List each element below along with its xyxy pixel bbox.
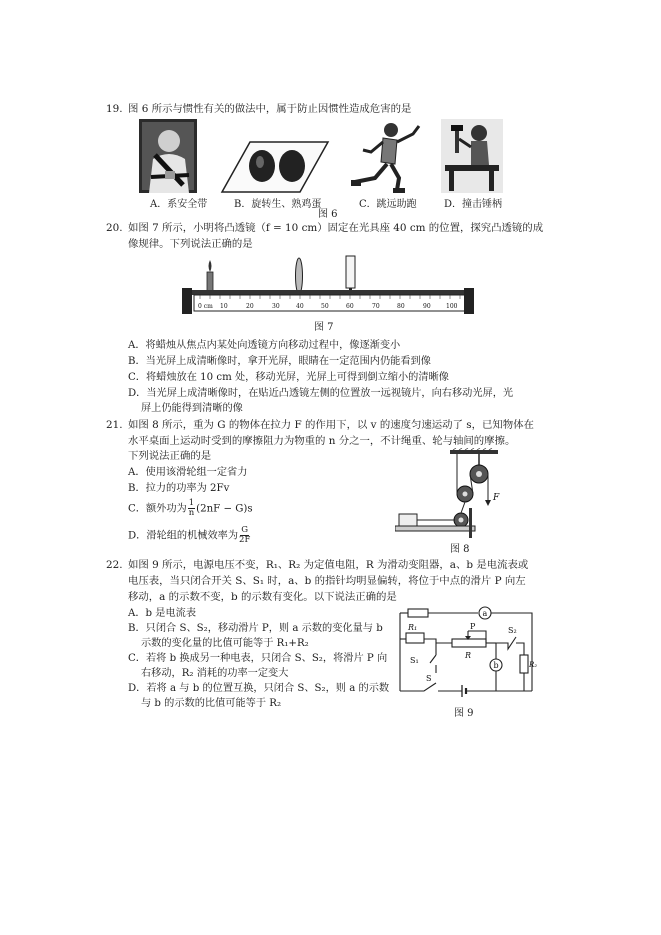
q22-option-d-line1: D．若将 a 与 b 的位置互换，只闭合 S、S₂，则 a 的示数 [128, 683, 390, 694]
fraction-denominator: n [188, 508, 195, 518]
q19-stem: 图 6 所示与惯性有关的做法中，属于防止因惯性造成危害的是 [128, 103, 412, 115]
circuit-diagram-figure [396, 603, 538, 705]
ruler-tick-0: 0 cm [198, 303, 213, 310]
q21-number: 21. [106, 419, 123, 431]
r2-label: R₂ [529, 661, 538, 669]
ruler-tick-20: 20 [246, 303, 254, 310]
q21-option-d [128, 526, 251, 547]
q22-stem-line2: 电压表，当只闭合开关 S、S₁ 时，a、b 的指针均明显偏转，将位于中点的滑片 P 向左 [128, 575, 526, 587]
ruler-tick-40: 40 [296, 303, 304, 310]
rheostat-r [452, 639, 486, 647]
resistor-top [408, 609, 428, 617]
light-screen [346, 256, 355, 294]
q22-option-b-line2: 示数的变化量的比值可能等于 R₁+R₂ [141, 638, 309, 649]
q22-number: 22. [106, 559, 123, 571]
q19-image-eggs [220, 140, 330, 194]
q20-stem-line2: 像规律。下列说法正确的是 [128, 238, 253, 250]
q20-option-d-line2: 屏上仍能得到清晰的像 [141, 403, 243, 414]
s2-label: S₂ [508, 626, 517, 635]
q22-stem-line1: 如图 9 所示，电源电压不变，R₁、R₂ 为定值电阻，R 为滑动变阻器，a、b 是电流表或 [128, 559, 529, 571]
convex-lens [296, 258, 303, 294]
q20-option-d-line1: D．当光屏上成清晰像时，在贴近凸透镜左侧的位置放一远视镜片，向右移动光屏，光 [128, 388, 514, 399]
resistor-r1 [406, 633, 424, 643]
q22-option-c-line2: 右移动，R₂ 消耗的功率一定变大 [141, 668, 289, 679]
q22-option-d-line2: 与 b 的示数的比值可能等于 R₂ [141, 698, 282, 709]
ruler-tick-60: 60 [346, 303, 354, 310]
meter-a-label: a [482, 609, 488, 618]
q20-number: 20. [106, 222, 123, 234]
q19-option-c: C．跳远助跑 [359, 199, 417, 210]
ruler-tick-100: 100 [446, 303, 458, 310]
q21-stem-line1: 如图 8 所示，重为 G 的物体在拉力 F 的作用下，以 v 的速度匀速运动了 s，已知物体在 [128, 419, 534, 431]
q20-option-a: A．将蜡烛从焦点内某处向透镜方向移动过程中，像逐渐变小 [128, 340, 401, 351]
q21-option-a: A．使用该滑轮组一定省力 [128, 467, 248, 478]
figure-8-caption: 图 8 [450, 544, 470, 555]
r-label: R [465, 651, 472, 660]
candle [207, 260, 213, 294]
figure-6-caption: 图 6 [318, 209, 338, 220]
q19-option-d: D．撞击锤柄 [444, 199, 503, 210]
q19-image-hammer [441, 119, 503, 193]
s-label: S [426, 674, 432, 683]
q21-option-c-prefix: C．额外功为 [128, 503, 187, 515]
s1-label: S₁ [410, 656, 419, 665]
r1-label: R₁ [408, 623, 418, 632]
q22-option-c-line1: C．若将 b 换成另一种电表，只闭合 S、S₂，将滑片 P 向 [128, 653, 388, 664]
q21-option-d-prefix: D．滑轮组的机械效率为 [128, 530, 239, 542]
q19-option-b: B．旋转生、熟鸡蛋 [234, 199, 322, 210]
q21-stem-line3: 下列说法正确的是 [128, 450, 212, 462]
fraction-denominator: 2F [239, 535, 251, 545]
ruler-tick-50: 50 [321, 303, 329, 310]
optical-bench-figure [180, 252, 480, 320]
ruler-tick-30: 30 [272, 303, 280, 310]
pulley-system-figure [395, 448, 505, 544]
ruler-tick-70: 70 [372, 303, 380, 310]
meter-b-label: b [493, 661, 499, 670]
slider-p-label: P [470, 622, 476, 631]
q21-option-c-fraction [188, 499, 195, 518]
q21-stem-line2: 水平桌面上运动时受到的摩擦阻力为物重的 n 分之一，不计绳重、轮与轴间的摩擦。 [128, 435, 516, 447]
ruler-tick-90: 90 [423, 303, 431, 310]
fraction-numerator: 1 [188, 498, 195, 508]
ruler-tick-80: 80 [397, 303, 405, 310]
q20-option-b: B．当光屏上成清晰像时，拿开光屏，眼睛在一定范围内仍能看到像 [128, 356, 431, 367]
q20-stem-line1: 如图 7 所示，小明将凸透镜（f = 10 cm）固定在光具座 40 cm 的位置，探究凸透镜的成 [128, 222, 544, 234]
q22-option-a: A．b 是电流表 [128, 608, 197, 619]
figure-7-caption: 图 7 [314, 322, 334, 333]
figure-9-caption: 图 9 [454, 708, 474, 719]
q19-number: 19. [106, 103, 123, 115]
ruler-tick-10: 10 [220, 303, 228, 310]
q21-option-b: B．拉力的功率为 2Fv [128, 483, 230, 494]
q21-option-d-fraction [239, 526, 250, 545]
q19-image-running [347, 120, 427, 194]
q22-option-b-line1: B．只闭合 S、S₂，移动滑片 P，则 a 示数的变化量与 b [128, 623, 383, 634]
resistor-r2 [520, 655, 528, 673]
q21-option-c [128, 499, 253, 520]
q22-stem-line3: 移动，a 的示数不变，b 的示数有变化。以下说法正确的是 [128, 591, 397, 603]
q20-option-c: C．将蜡烛放在 10 cm 处，移动光屏，光屏上可得到倒立缩小的清晰像 [128, 372, 449, 383]
q19-image-seatbelt [139, 119, 197, 193]
q19-option-a: A．系安全带 [150, 199, 208, 210]
q21-option-c-suffix: (2nF − G)s [196, 503, 253, 515]
force-label: F [493, 493, 500, 503]
fraction-numerator: G [241, 525, 249, 535]
